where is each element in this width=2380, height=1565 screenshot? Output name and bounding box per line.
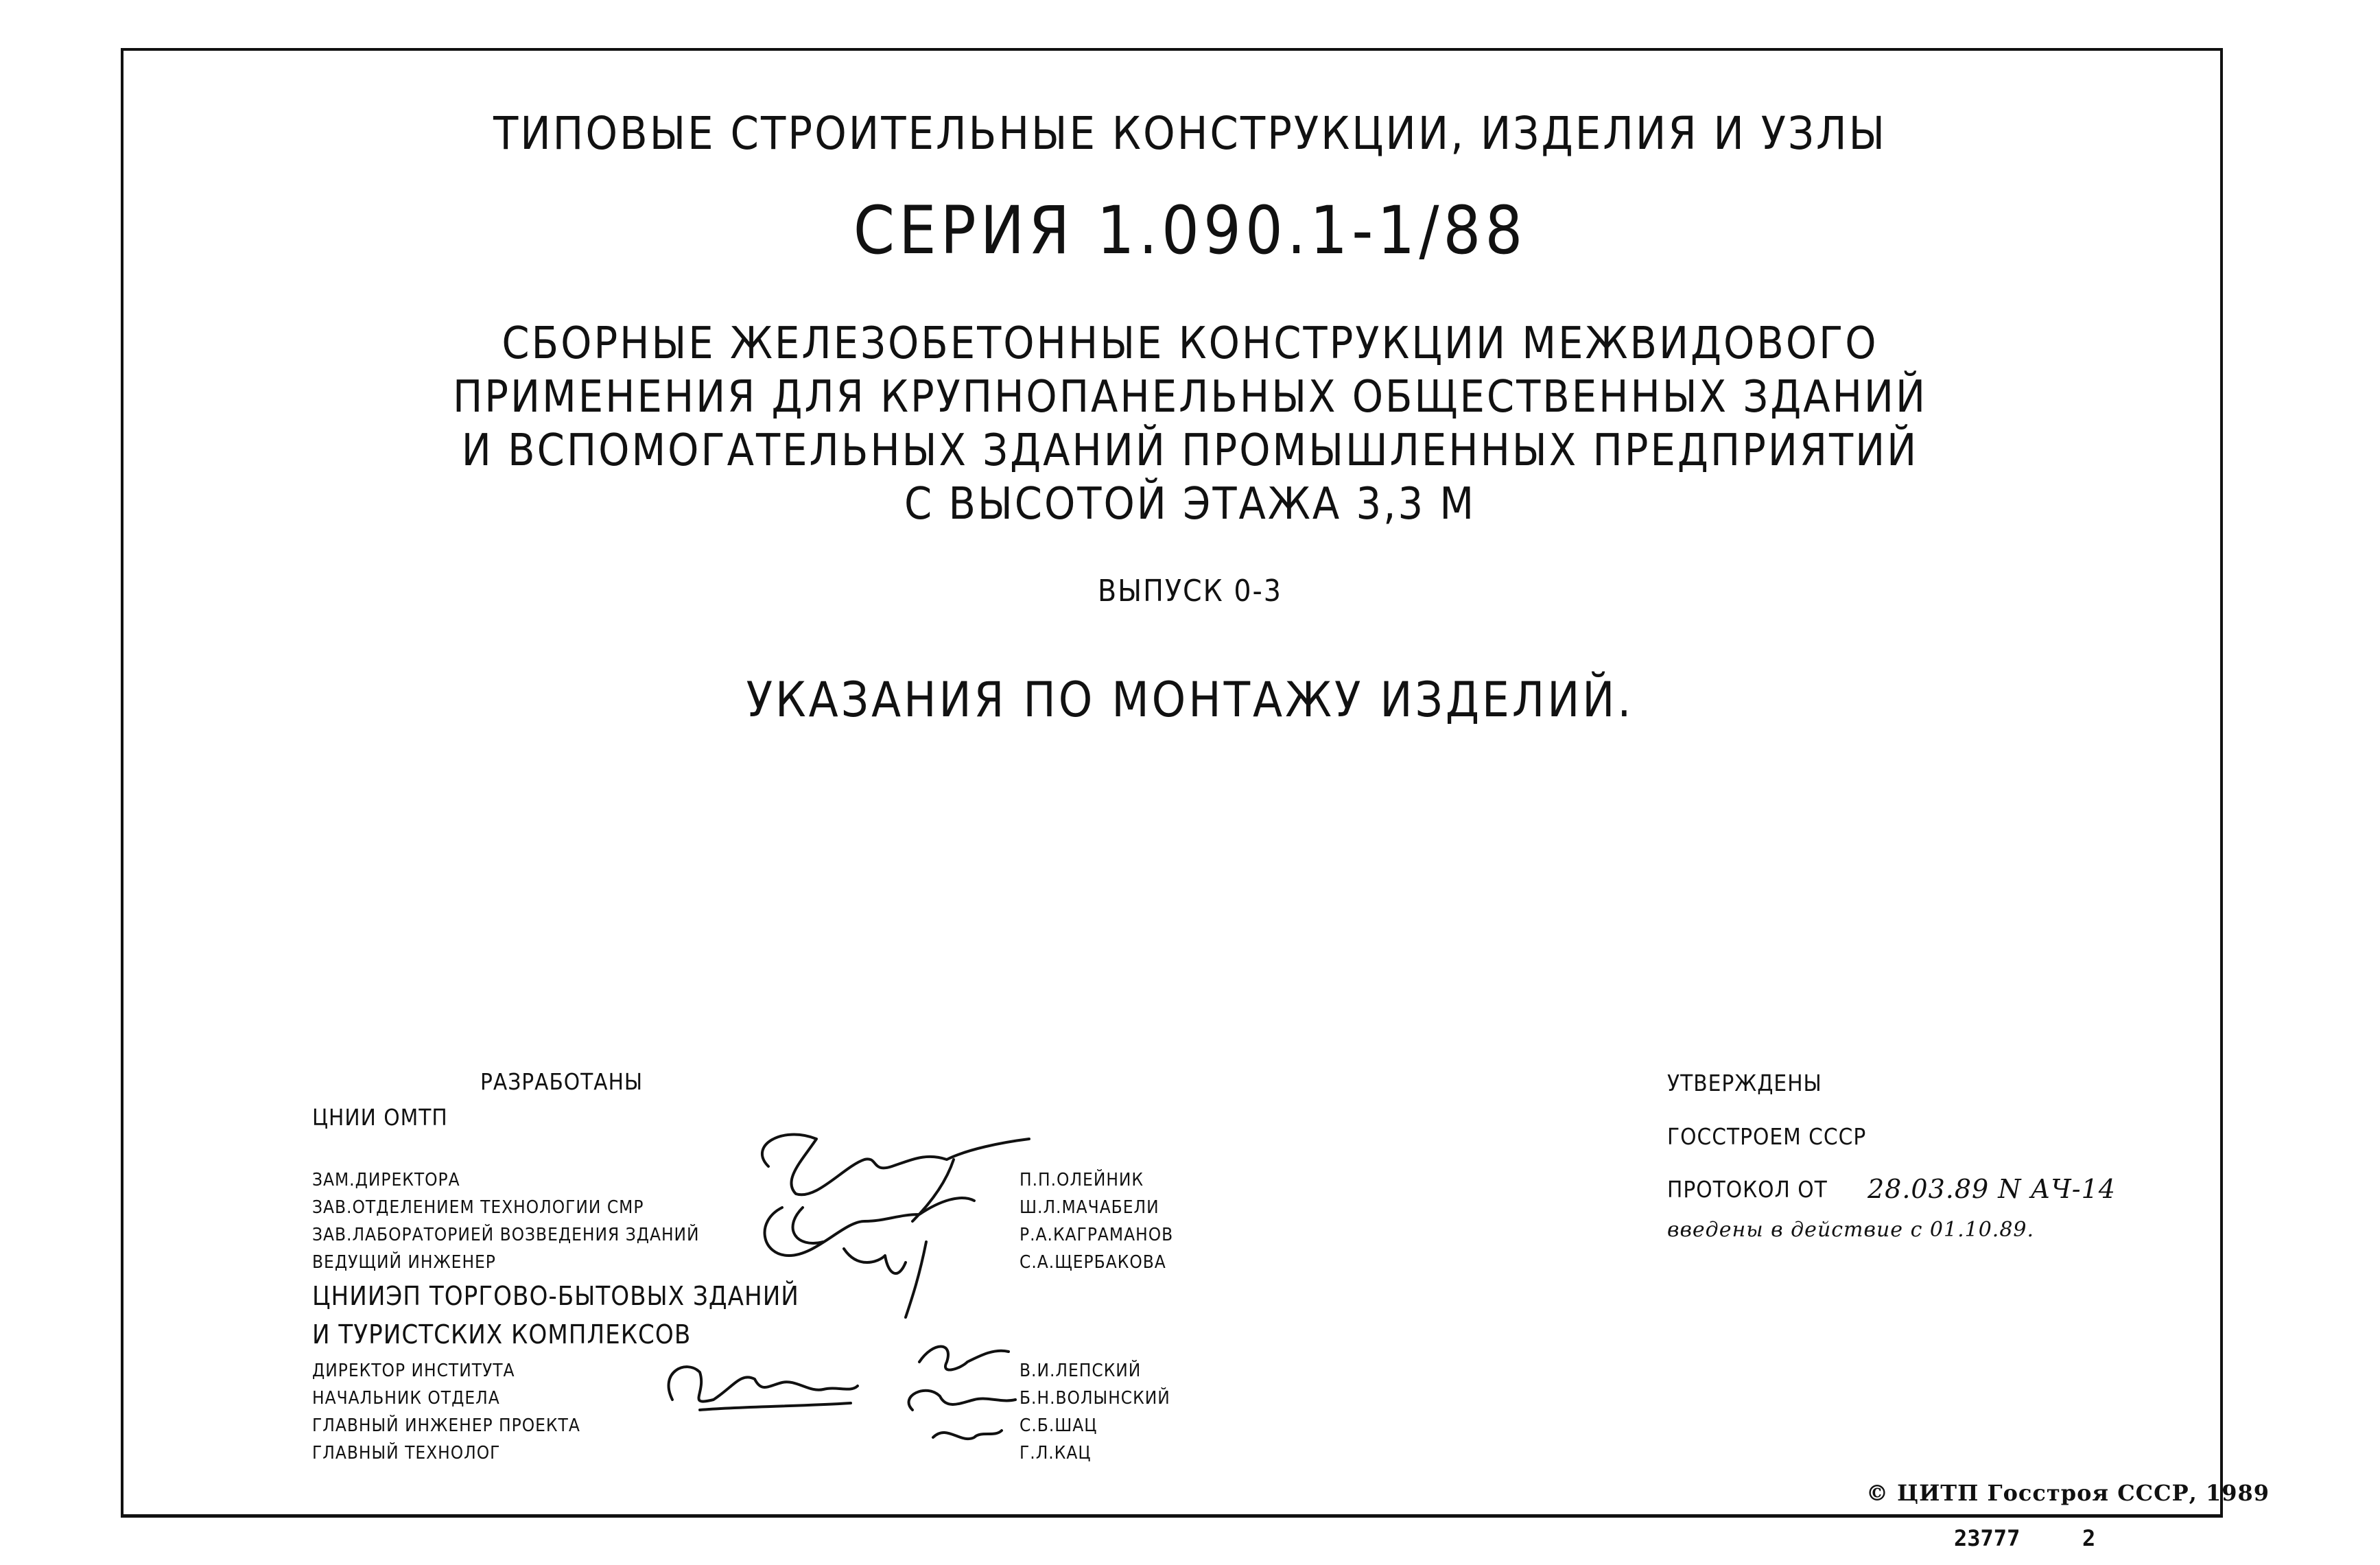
issue-number: ВЫПУСК 0-3 (1098, 574, 1282, 609)
sheet-number: 2 (2082, 1525, 2096, 1551)
person-name: С.Б.ШАЦ (1020, 1415, 1098, 1436)
position-label: ВЕДУЩИЙ ИНЖЕНЕР (312, 1252, 496, 1273)
person-name: Б.Н.ВОЛЫНСКИЙ (1020, 1388, 1170, 1409)
category-heading: ТИПОВЫЕ СТРОИТЕЛЬНЫЕ КОНСТРУКЦИИ, ИЗДЕЛИЯ И УЗЛЫ (493, 107, 1887, 160)
signature-group-org1 (741, 1118, 1043, 1338)
position-label: ЗАВ.ЛАБОРАТОРИЕЙ ВОЗВЕДЕНИЯ ЗДАНИЙ (312, 1225, 700, 1245)
person-name: В.И.ЛЕПСКИЙ (1020, 1361, 1142, 1381)
org2-positions (312, 1357, 580, 1467)
title-line: ПРИМЕНЕНИЯ ДЛЯ КРУПНОПАНЕЛЬНЫХ ОБЩЕСТВЕННЫХ ЗДАНИЙ (452, 372, 1928, 423)
protocol-value: 28.03.89 N АЧ-14 (1868, 1174, 2116, 1204)
signature-group-org2 (892, 1334, 1029, 1458)
person-name: П.П.ОЛЕЙНИК (1020, 1170, 1144, 1190)
document-number: 23777 (1954, 1525, 2020, 1551)
position-label: ГЛАВНЫЙ ТЕХНОЛОГ (312, 1443, 501, 1463)
person-name: С.А.ЩЕРБАКОВА (1020, 1252, 1166, 1273)
position-label: НАЧАЛЬНИК ОТДЕЛА (312, 1388, 500, 1409)
position-label: ЗАМ.ДИРЕКТОРА (312, 1170, 460, 1190)
title-line: С ВЫСОТОЙ ЭТАЖА 3,3 М (904, 479, 1476, 530)
series-title: СЕРИЯ 1.090.1-1/88 (853, 192, 1527, 269)
org2-names (1020, 1357, 1170, 1467)
person-name: Р.А.КАГРАМАНОВ (1020, 1225, 1174, 1245)
copyright-stamp: © ЦИТП Госстроя СССР, 1989 (1866, 1480, 2270, 1506)
org1-name: ЦНИИ ОМТП (312, 1104, 448, 1131)
title-line: СБОРНЫЕ ЖЕЛЕЗОБЕТОННЫЕ КОНСТРУКЦИИ МЕЖВИДОВОГО (502, 318, 1878, 369)
position-label: ГЛАВНЫЙ ИНЖЕНЕР ПРОЕКТА (312, 1415, 580, 1436)
person-name: Ш.Л.МАЧАБЕЛИ (1020, 1197, 1159, 1218)
approved-by: ГОССТРОЕМ СССР (1667, 1123, 1867, 1150)
effective-date: введены в действие с 01.10.89. (1667, 1218, 2035, 1242)
developed-label: РАЗРАБОТАНЫ (480, 1068, 644, 1095)
document-title (0, 317, 2380, 531)
signature-director (659, 1345, 864, 1427)
title-line: И ВСПОМОГАТЕЛЬНЫХ ЗДАНИЙ ПРОМЫШЛЕННЫХ ПРЕДПРИЯТИЙ (461, 425, 1919, 476)
person-name: Г.Л.КАЦ (1020, 1443, 1092, 1463)
document-subject: УКАЗАНИЯ ПО МОНТАЖУ ИЗДЕЛИЙ. (746, 672, 1634, 728)
position-label: ДИРЕКТОР ИНСТИТУТА (312, 1361, 515, 1381)
org1-positions (312, 1166, 700, 1276)
org2-name-line: ЦНИИЭП ТОРГОВО-БЫТОВЫХ ЗДАНИЙ (312, 1281, 799, 1311)
org2-name-line: И ТУРИСТСКИХ КОМПЛЕКСОВ (312, 1319, 692, 1350)
protocol-label: ПРОТОКОЛ ОТ (1667, 1176, 1828, 1203)
position-label: ЗАВ.ОТДЕЛЕНИЕМ ТЕХНОЛОГИИ СМР (312, 1197, 644, 1218)
approved-label: УТВЕРЖДЕНЫ (1667, 1070, 1822, 1096)
